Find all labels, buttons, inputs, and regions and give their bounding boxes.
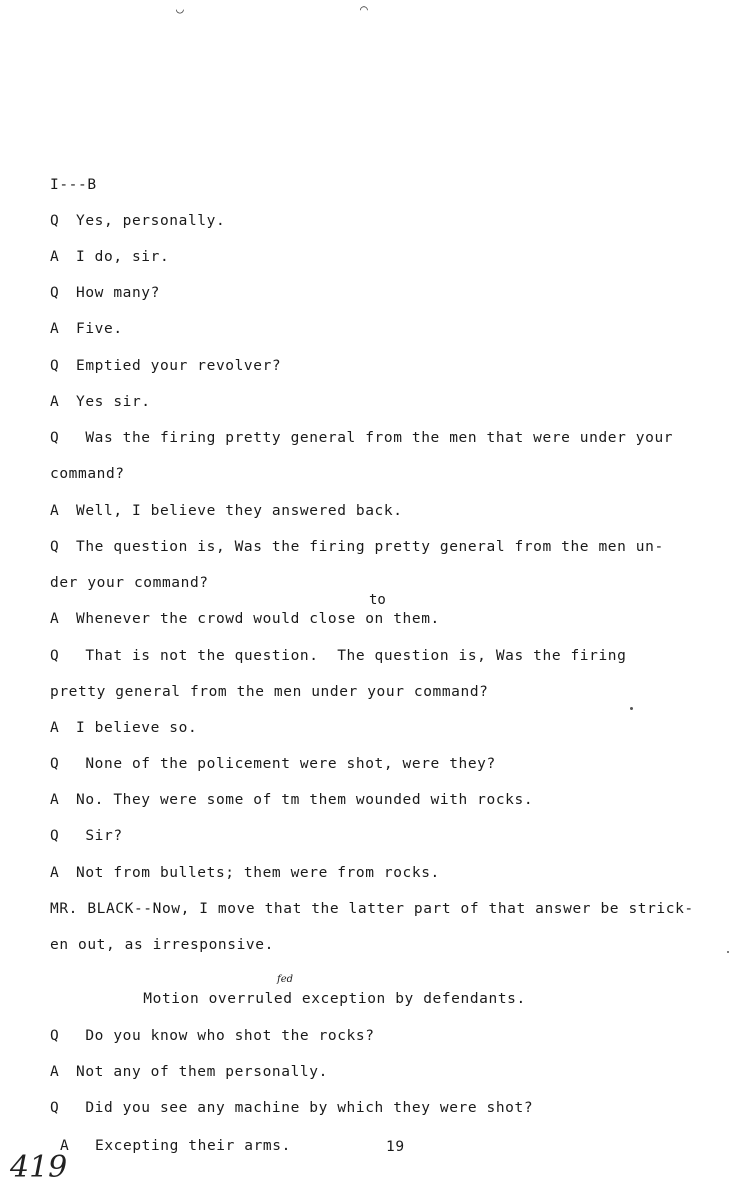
line-text: Five. [76,321,123,337]
line-text: Yes, personally. [76,213,226,229]
transcript-line-25 [50,1099,533,1117]
line-text: Whenever the crowd would close on them. [76,611,440,627]
page-number: 19 [386,1139,405,1155]
transcript-line-13 [50,647,626,665]
line-text: Excepting their arms. [95,1138,291,1154]
transcript-line-15 [50,719,197,737]
caret-insertion: to [369,592,386,608]
line-text: That is not the question. The question is, Was the firing [76,648,627,664]
speaker-marker: Q [50,828,60,844]
line-text: en out, as irresponsive. [50,937,274,953]
transcript-line-22 [50,990,526,1008]
line-text: Well, I believe they answered back. [76,503,403,519]
speaker-marker: A [50,865,60,881]
transcript-line-24 [50,1063,328,1081]
speaker-marker: A [50,321,60,337]
transcript-line-26 [60,1137,291,1155]
section-label: I---B [50,177,97,193]
line-text: No. They were some of tm them wounded with rocks. [76,792,534,808]
transcript-line-4 [50,320,123,338]
speaker-marker: Q [50,648,60,664]
line-text: I believe so. [76,720,198,736]
transcript-line-17 [50,791,533,809]
transcript-line-1 [50,212,225,230]
transcript-line-16 [50,755,496,773]
speaker-marker: A [50,792,60,808]
speaker-marker: A [60,1138,70,1154]
line-text: Sir? [76,828,123,844]
line-text: Was the firing pretty general from the men that were under your [76,430,674,446]
speaker-marker: Q [50,285,60,301]
line-text: Emptied your revolver? [76,358,282,374]
line-text: command? [50,466,125,482]
transcript-line-12 [50,610,440,628]
transcript-line-20 [50,900,694,918]
line-text: Motion overruled exception by defendants. [50,991,526,1007]
scan-mark-left: ◡ [176,2,184,17]
line-text: Do you know who shot the rocks? [76,1028,375,1044]
transcript-line-19 [50,864,440,882]
speaker-marker: Q [50,756,60,772]
line-text: How many? [76,285,160,301]
scan-speck [727,951,729,953]
transcript-line-21 [50,936,274,954]
line-text: Not any of them personally. [76,1064,328,1080]
speaker-marker: A [50,503,60,519]
speaker-marker: Q [50,358,60,374]
line-text: MR. BLACK--Now, I move that the latter part of that answer be strick- [50,901,694,917]
transcript-line-6 [50,393,151,411]
speaker-marker: A [50,611,60,627]
transcript-line-7 [50,429,673,447]
speaker-marker: Q [50,213,60,229]
line-text: Not from bullets; them were from rocks. [76,865,440,881]
transcript-line-23 [50,1027,375,1045]
transcript-line-18 [50,827,123,845]
speaker-marker: A [50,394,60,410]
scan-speck [630,707,633,710]
handwritten-page-number: 419 [10,1150,68,1185]
transcript-line-11 [50,574,209,592]
line-text: Did you see any machine by which they were shot? [76,1100,534,1116]
transcript-line-3 [50,284,160,302]
speaker-marker: A [50,1064,60,1080]
transcript-line-8 [50,465,125,483]
speaker-marker: Q [50,539,60,555]
transcript-line-2 [50,248,169,266]
speaker-marker: Q [50,1028,60,1044]
speaker-marker: Q [50,1100,60,1116]
transcript-line-14 [50,683,489,701]
transcript-line-9 [50,502,403,520]
interlinear-correction: fed [277,974,294,985]
line-text: None of the policement were shot, were they? [76,756,496,772]
scan-mark-right: ⌒ [360,2,368,17]
line-text: pretty general from the men under your command? [50,684,489,700]
speaker-marker: A [50,249,60,265]
line-text: The question is, Was the firing pretty general from the men un- [76,539,664,555]
line-text: Yes sir. [76,394,151,410]
transcript-line-10 [50,538,664,556]
transcript-line-5 [50,357,281,375]
line-text: der your command? [50,575,209,591]
speaker-marker: A [50,720,60,736]
line-text: I do, sir. [76,249,170,265]
speaker-marker: Q [50,430,60,446]
